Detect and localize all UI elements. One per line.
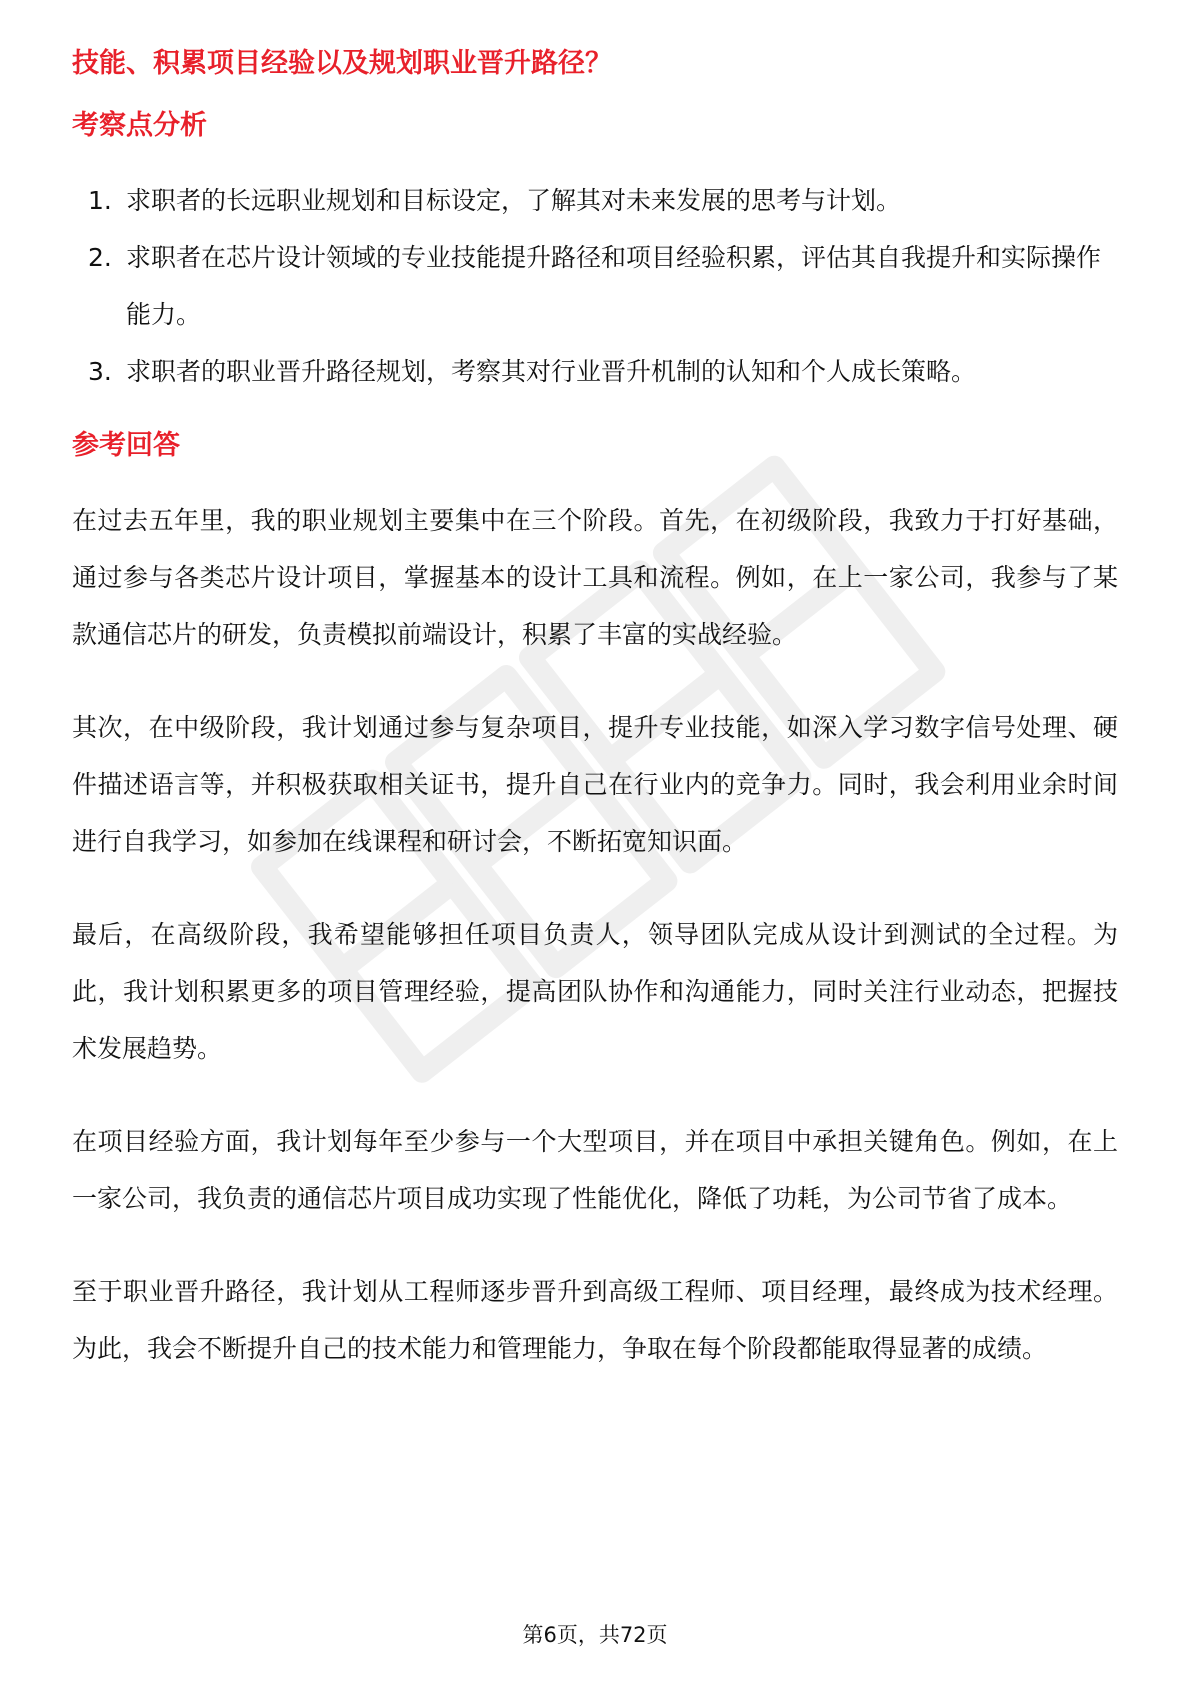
analysis-heading: 考察点分析 — [72, 110, 207, 141]
page-number-footer: 第6页，共72页 — [522, 1623, 668, 1647]
document-content — [72, 44, 1118, 1413]
analysis-item — [72, 343, 1118, 400]
analysis-item-text: 求职者在芯片设计领域的专业技能提升路径和项目经验积累，评估其自我提升和实际操作能力。 — [126, 243, 1102, 329]
analysis-item-number: 3. — [88, 357, 112, 386]
answer-paragraph: 其次，在中级阶段，我计划通过参与复杂项目，提升专业技能，如深入学习数字信号处理、硬件描述语言等，并积极获取相关证书，提升自己在行业内的竞争力。同时，我会利用业余时间进行自我学习，如参加在线课程和研讨会，不断拓宽知识面。 — [72, 713, 1118, 856]
analysis-item-number: 2. — [88, 243, 112, 272]
answer-body — [72, 492, 1118, 1377]
answer-paragraph: 在项目经验方面，我计划每年至少参与一个大型项目，并在项目中承担关键角色。例如，在上一家公司，我负责的通信芯片项目成功实现了性能优化，降低了功耗，为公司节省了成本。 — [72, 1127, 1118, 1213]
analysis-item-text: 求职者的长远职业规划和目标设定，了解其对未来发展的思考与计划。 — [126, 186, 902, 215]
analysis-list — [72, 172, 1118, 400]
answer-paragraph: 至于职业晋升路径，我计划从工程师逐步晋升到高级工程师、项目经理，最终成为技术经理。为此，我会不断提升自己的技术能力和管理能力，争取在每个阶段都能取得显著的成绩。 — [72, 1277, 1118, 1363]
analysis-item-number: 1. — [88, 186, 112, 215]
answer-paragraph: 在过去五年里，我的职业规划主要集中在三个阶段。首先，在初级阶段，我致力于打好基础，通过参与各类芯片设计项目，掌握基本的设计工具和流程。例如，在上一家公司，我参与了某款通信芯片的研发，负责模拟前端设计，积累了丰富的实战经验。 — [72, 506, 1118, 649]
answer-heading: 参考回答 — [72, 430, 180, 461]
analysis-item-text: 求职者的职业晋升路径规划，考察其对行业晋升机制的认知和个人成长策略。 — [126, 357, 977, 386]
analysis-item — [72, 172, 1118, 229]
answer-paragraph: 最后，在高级阶段，我希望能够担任项目负责人，领导团队完成从设计到测试的全过程。为此，我计划积累更多的项目管理经验，提高团队协作和沟通能力，同时关注行业动态，把握技术发展趋势。 — [72, 920, 1118, 1063]
question-title-continuation: 技能、积累项目经验以及规划职业晋升路径？ — [72, 48, 612, 79]
analysis-item — [72, 229, 1118, 343]
